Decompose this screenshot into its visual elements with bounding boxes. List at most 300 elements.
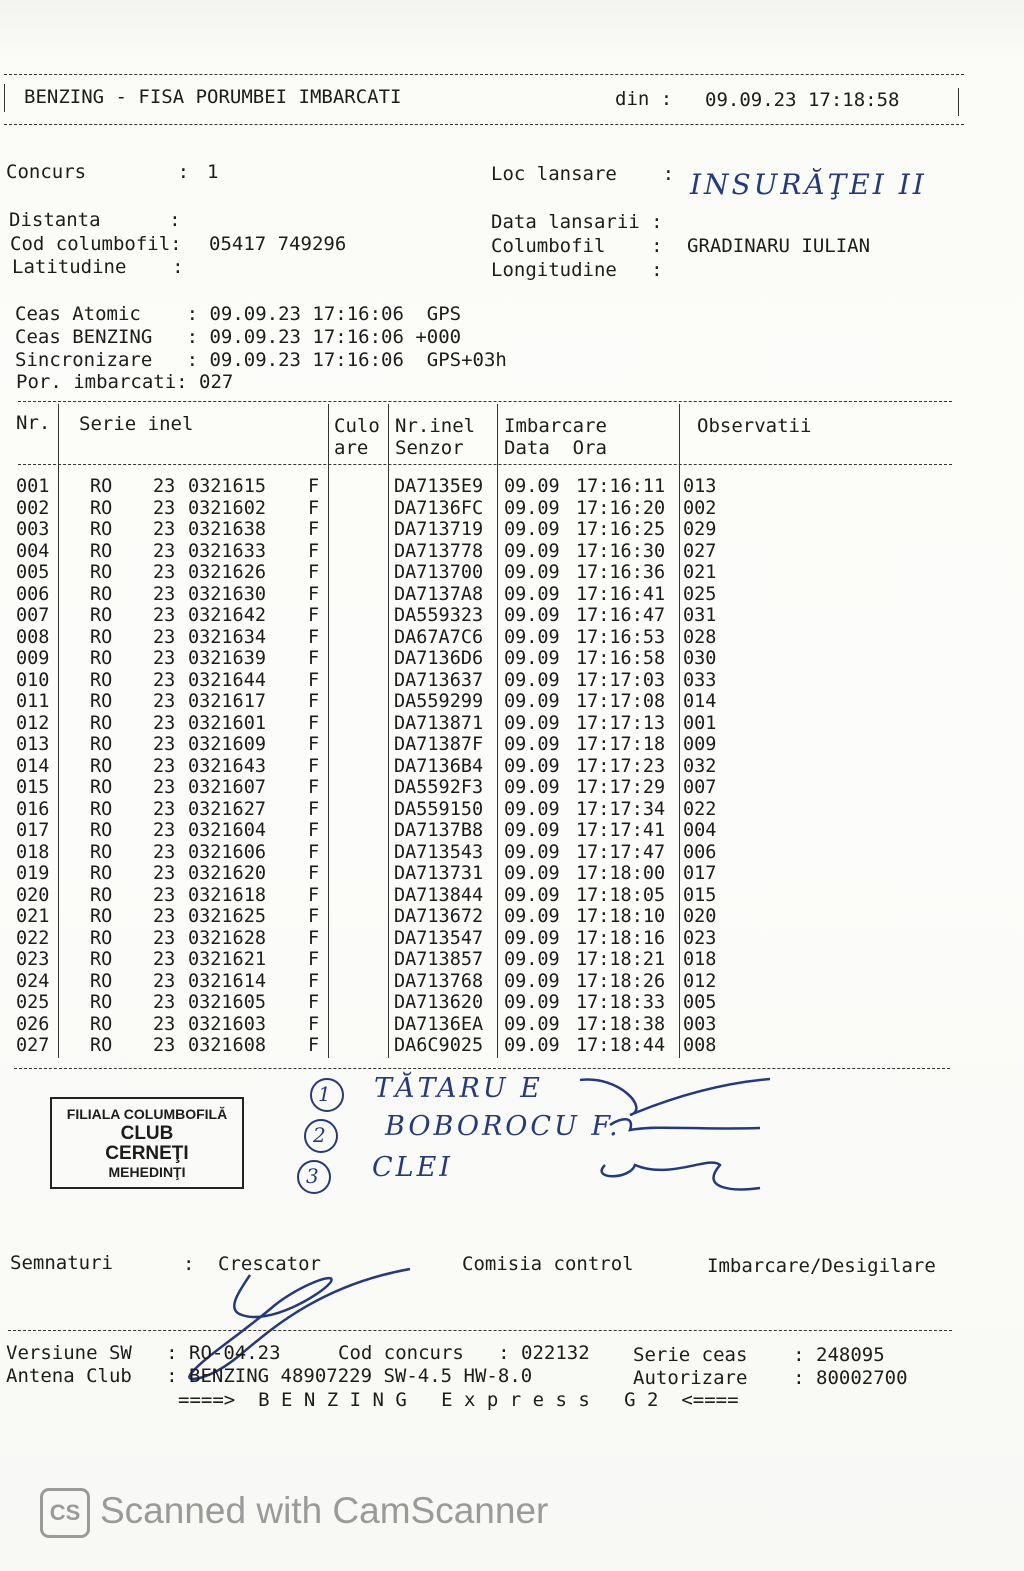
row-sensor-id: DA7137A8 [394,583,484,605]
table-row [0,906,960,928]
row-sensor-id: DA6C9025 [394,1035,484,1056]
table-row [0,777,960,799]
loc-lansare-label: Loc lansare : [491,163,675,185]
row-nr: 010 [16,669,50,691]
row-observation: 030 [683,648,717,669]
row-date: 09.09 [504,927,560,949]
row-time: 17:17:03 [576,669,666,691]
row-ring-number: 0321618 [188,884,266,906]
row-time: 17:16:53 [576,626,666,648]
row-sex: F [308,669,320,691]
row-date: 09.09 [504,970,560,992]
row-ring-number: 0321606 [188,841,266,863]
row-year: 23 [153,583,176,605]
row-date: 09.09 [504,669,560,691]
antena-club-line: Antena Club : BENZING 48907229 SW-4.5 HW-8.0 [6,1365,533,1387]
row-sex: F [308,863,320,884]
row-nr: 001 [16,476,50,497]
row-year: 23 [153,777,176,798]
row-country: RO [90,992,113,1013]
row-date: 09.09 [504,949,560,970]
row-nr: 007 [16,605,50,626]
table-row [0,476,960,498]
row-observation: 003 [683,1013,717,1035]
row-time: 17:18:00 [576,863,666,884]
row-sex: F [308,648,320,669]
row-country: RO [90,734,113,755]
row-sex: F [308,691,320,712]
row-year: 23 [153,949,176,970]
table-row [0,648,960,670]
table-row [0,605,960,627]
row-country: RO [90,712,113,734]
row-sex: F [308,1013,320,1035]
row-time: 17:17:47 [576,841,666,863]
row-observation: 032 [683,755,717,777]
table-row [0,519,960,541]
row-country: RO [90,669,113,691]
porumbei-imbarcati-line: Por. imbarcati: 027 [16,371,234,393]
row-sex: F [308,540,320,562]
row-sensor-id: DA713731 [394,863,484,884]
row-sex: F [308,1035,320,1056]
row-country: RO [90,798,113,820]
sincronizare-line: Sincronizare : 09.09.23 17:16:06 GPS+03h [15,349,507,371]
header-bottom-border [4,124,964,125]
row-country: RO [90,777,113,798]
row-date: 09.09 [504,1035,560,1056]
camscanner-watermark: Scanned with CamScanner [100,1490,549,1531]
row-time: 17:16:25 [576,519,666,540]
table-row [0,863,960,885]
row-observation: 009 [683,734,717,755]
concurs-value: 1 [207,161,219,183]
row-ring-number: 0321601 [188,712,266,734]
cod-concurs-line: Cod concurs : 022132 [338,1342,590,1364]
row-country: RO [90,497,113,519]
versiune-sw-line: Versiune SW : RO-04.23 [6,1342,281,1364]
col-header-serie-inel: Serie inel [79,413,194,435]
row-country: RO [90,820,113,841]
row-year: 23 [153,648,176,669]
row-observation: 008 [683,1035,717,1056]
row-time: 17:18:33 [576,992,666,1013]
row-sex: F [308,841,320,863]
row-ring-number: 0321614 [188,970,266,992]
row-date: 09.09 [504,497,560,519]
row-date: 09.09 [504,583,560,605]
row-time: 17:16:58 [576,648,666,669]
row-time: 17:17:08 [576,691,666,712]
row-year: 23 [153,927,176,949]
row-time: 17:17:13 [576,712,666,734]
row-ring-number: 0321634 [188,626,266,648]
row-sex: F [308,583,320,605]
commission-member-1: TĂTARU E [374,1073,543,1104]
row-date: 09.09 [504,605,560,626]
serie-ceas-line: Serie ceas : 248095 [633,1344,885,1366]
row-sex: F [308,712,320,734]
row-date: 09.09 [504,476,560,497]
col-header-imbarcare-2: Data Ora [504,437,607,459]
row-year: 23 [153,691,176,712]
row-nr: 015 [16,777,50,798]
row-nr: 023 [16,949,50,970]
row-date: 09.09 [504,1013,560,1035]
row-nr: 021 [16,906,50,927]
row-country: RO [90,476,113,497]
row-time: 17:18:38 [576,1013,666,1035]
col-header-nrinel-2: Senzor [395,437,464,459]
row-sensor-id: DA67A7C6 [394,626,484,648]
row-year: 23 [153,820,176,841]
row-year: 23 [153,605,176,626]
row-time: 17:18:21 [576,949,666,970]
row-time: 17:18:26 [576,970,666,992]
concurs-label: Concurs : [6,161,190,183]
row-date: 09.09 [504,906,560,927]
row-country: RO [90,927,113,949]
col-header-observatii: Observatii [697,415,812,437]
commission-member-3: CLEI [372,1152,453,1183]
row-nr: 014 [16,755,50,777]
row-nr: 005 [16,562,50,583]
row-ring-number: 0321642 [188,605,266,626]
row-ring-number: 0321615 [188,476,266,497]
row-year: 23 [153,1013,176,1035]
table-row [0,842,960,864]
row-sensor-id: DA559150 [394,798,484,820]
row-observation: 013 [683,476,717,497]
stamp-line-2: CLUB [120,1123,174,1144]
table-header-border [18,464,952,465]
header-top-border [4,74,964,75]
row-country: RO [90,949,113,970]
row-nr: 020 [16,884,50,906]
row-sex: F [308,734,320,755]
row-country: RO [90,906,113,927]
row-sensor-id: DA713871 [394,712,484,734]
row-observation: 028 [683,626,717,648]
row-year: 23 [153,755,176,777]
row-sensor-id: DA559323 [394,605,484,626]
row-observation: 023 [683,927,717,949]
row-year: 23 [153,863,176,884]
row-country: RO [90,1035,113,1056]
table-row [0,820,960,842]
row-sensor-id: DA7135E9 [394,476,484,497]
table-row [0,498,960,520]
longitudine-label: Longitudine : [491,259,663,281]
table-row [0,562,960,584]
row-time: 17:17:34 [576,798,666,820]
row-sensor-id: DA713672 [394,906,484,927]
row-country: RO [90,841,113,863]
row-date: 09.09 [504,798,560,820]
col-header-culoare-2: are [334,437,369,459]
row-year: 23 [153,497,176,519]
row-nr: 017 [16,820,50,841]
row-nr: 018 [16,841,50,863]
row-country: RO [90,1013,113,1035]
row-observation: 012 [683,970,717,992]
row-observation: 025 [683,583,717,605]
col-header-nrinel-1: Nr.inel [395,415,476,437]
row-date: 09.09 [504,540,560,562]
row-year: 23 [153,562,176,583]
row-date: 09.09 [504,648,560,669]
table-row [0,734,960,756]
row-ring-number: 0321621 [188,949,266,970]
semnaturi-colon: : [183,1253,195,1275]
row-sensor-id: DA7136FC [394,497,484,519]
row-nr: 012 [16,712,50,734]
ceas-atomic-line: Ceas Atomic : 09.09.23 17:16:06 GPS [15,303,462,325]
row-nr: 006 [16,583,50,605]
row-sex: F [308,497,320,519]
row-ring-number: 0321628 [188,927,266,949]
row-year: 23 [153,992,176,1013]
row-ring-number: 0321605 [188,992,266,1013]
row-sensor-id: DA713700 [394,562,484,583]
data-lansarii-label: Data lansarii : [491,211,663,233]
row-date: 09.09 [504,777,560,798]
row-date: 09.09 [504,992,560,1013]
row-ring-number: 0321607 [188,777,266,798]
latitudine-label: Latitudine : [12,256,184,278]
row-year: 23 [153,712,176,734]
row-time: 17:18:16 [576,927,666,949]
stamp-line-3: CERNEŢI [105,1143,189,1164]
row-ring-number: 0321625 [188,906,266,927]
row-sensor-id: DA5592F3 [394,777,484,798]
row-country: RO [90,648,113,669]
row-time: 17:16:47 [576,605,666,626]
table-row [0,885,960,907]
row-year: 23 [153,798,176,820]
imbarcare-desigilare-label: Imbarcare/Desigilare [707,1255,936,1277]
autorizare-line: Autorizare : 80002700 [633,1367,908,1389]
row-sensor-id: DA7136B4 [394,755,484,777]
row-year: 23 [153,906,176,927]
row-sex: F [308,562,320,583]
row-time: 17:18:44 [576,1035,666,1056]
row-country: RO [90,970,113,992]
semnaturi-label: Semnaturi [10,1252,113,1274]
table-row [0,691,960,713]
row-year: 23 [153,884,176,906]
row-sex: F [308,798,320,820]
row-observation: 017 [683,863,717,884]
row-country: RO [90,583,113,605]
row-sensor-id: DA713778 [394,540,484,562]
row-sensor-id: DA713637 [394,669,484,691]
row-time: 17:16:30 [576,540,666,562]
row-observation: 015 [683,884,717,906]
row-sex: F [308,927,320,949]
row-country: RO [90,519,113,540]
cod-columbofil-label: Cod columbofil: [10,233,182,255]
row-ring-number: 0321630 [188,583,266,605]
row-date: 09.09 [504,884,560,906]
row-ring-number: 0321608 [188,1035,266,1056]
row-sex: F [308,626,320,648]
cod-columbofil-value: 05417 749296 [209,233,347,255]
row-nr: 008 [16,626,50,648]
row-time: 17:18:10 [576,906,666,927]
row-date: 09.09 [504,841,560,863]
row-sensor-id: DA713547 [394,927,484,949]
table-row [0,756,960,778]
document-title: BENZING - FISA PORUMBEI IMBARCATI [24,86,402,108]
row-observation: 001 [683,712,717,734]
table-bottom-border [14,1068,950,1069]
row-nr: 022 [16,927,50,949]
row-sex: F [308,884,320,906]
camscanner-logo-icon: CS [40,1488,90,1538]
row-ring-number: 0321643 [188,755,266,777]
table-row [0,713,960,735]
row-date: 09.09 [504,712,560,734]
row-sensor-id: DA713719 [394,519,484,540]
row-year: 23 [153,626,176,648]
header-left-border [4,84,5,112]
row-date: 09.09 [504,626,560,648]
crescator-label: Crescator [218,1253,321,1275]
row-ring-number: 0321644 [188,669,266,691]
row-sex: F [308,605,320,626]
row-sex: F [308,970,320,992]
table-row [0,992,960,1014]
row-time: 17:17:29 [576,777,666,798]
row-date: 09.09 [504,820,560,841]
row-observation: 033 [683,669,717,691]
table-row [0,799,960,821]
row-year: 23 [153,734,176,755]
row-ring-number: 0321639 [188,648,266,669]
row-time: 17:16:11 [576,476,666,497]
row-sensor-id: DA71387F [394,734,484,755]
row-sex: F [308,755,320,777]
row-ring-number: 0321633 [188,540,266,562]
row-nr: 009 [16,648,50,669]
row-year: 23 [153,970,176,992]
row-nr: 003 [16,519,50,540]
row-ring-number: 0321609 [188,734,266,755]
table-row [0,928,960,950]
row-sensor-id: DA7136EA [394,1013,484,1035]
row-date: 09.09 [504,734,560,755]
table-top-border [18,401,952,402]
row-observation: 031 [683,605,717,626]
row-date: 09.09 [504,863,560,884]
row-date: 09.09 [504,562,560,583]
row-sex: F [308,476,320,497]
loc-lansare-handwritten: INSURĂŢEI II [690,168,927,201]
row-date: 09.09 [504,519,560,540]
col-header-imbarcare-1: Imbarcare [504,415,607,437]
row-observation: 020 [683,906,717,927]
header-right-border [958,88,959,116]
row-sensor-id: DA713620 [394,992,484,1013]
row-nr: 024 [16,970,50,992]
row-observation: 018 [683,949,717,970]
row-observation: 004 [683,820,717,841]
row-year: 23 [153,669,176,691]
row-sex: F [308,777,320,798]
row-country: RO [90,626,113,648]
row-time: 17:16:41 [576,583,666,605]
row-observation: 022 [683,798,717,820]
row-sensor-id: DA7137B8 [394,820,484,841]
columbofil-value: GRADINARU IULIAN [687,235,871,257]
row-sensor-id: DA713543 [394,841,484,863]
row-time: 17:17:41 [576,820,666,841]
benzing-express-banner: ====> B E N Z I N G E x p r e s s G 2 <==== [178,1389,739,1411]
commission-number-3: 3 [306,1164,322,1188]
header-datetime: 09.09.23 17:18:58 [705,89,900,111]
row-sensor-id: DA713857 [394,949,484,970]
row-ring-number: 0321617 [188,691,266,712]
row-nr: 019 [16,863,50,884]
row-observation: 029 [683,519,717,540]
row-sensor-id: DA713844 [394,884,484,906]
row-country: RO [90,755,113,777]
row-sex: F [308,949,320,970]
row-sex: F [308,519,320,540]
col-header-culoare-1: Culo [334,415,380,437]
row-country: RO [90,691,113,712]
row-ring-number: 0321627 [188,798,266,820]
row-sex: F [308,820,320,841]
row-country: RO [90,540,113,562]
row-country: RO [90,863,113,884]
row-nr: 013 [16,734,50,755]
row-sensor-id: DA559299 [394,691,484,712]
row-sensor-id: DA713768 [394,970,484,992]
row-observation: 007 [683,777,717,798]
row-time: 17:16:20 [576,497,666,519]
row-year: 23 [153,841,176,863]
row-country: RO [90,605,113,626]
row-time: 17:17:18 [576,734,666,755]
comisia-control-label: Comisia control [462,1253,634,1275]
row-ring-number: 0321604 [188,820,266,841]
row-observation: 006 [683,841,717,863]
table-row [0,584,960,606]
row-year: 23 [153,540,176,562]
club-stamp [50,1097,244,1189]
row-sex: F [308,906,320,927]
stamp-line-4: MEHEDINŢI [108,1164,186,1180]
row-time: 17:18:05 [576,884,666,906]
row-ring-number: 0321638 [188,519,266,540]
row-date: 09.09 [504,755,560,777]
table-row [0,627,960,649]
row-ring-number: 0321626 [188,562,266,583]
row-year: 23 [153,476,176,497]
row-nr: 004 [16,540,50,562]
ceas-benzing-line: Ceas BENZING : 09.09.23 17:16:06 +000 [15,326,462,348]
columbofil-label: Columbofil : [491,235,663,257]
row-time: 17:16:36 [576,562,666,583]
row-country: RO [90,884,113,906]
row-nr: 027 [16,1035,50,1056]
stamp-line-1: FILIALA COLUMBOFILĂ [66,1106,228,1122]
row-observation: 021 [683,562,717,583]
table-row [0,971,960,993]
row-observation: 002 [683,497,717,519]
